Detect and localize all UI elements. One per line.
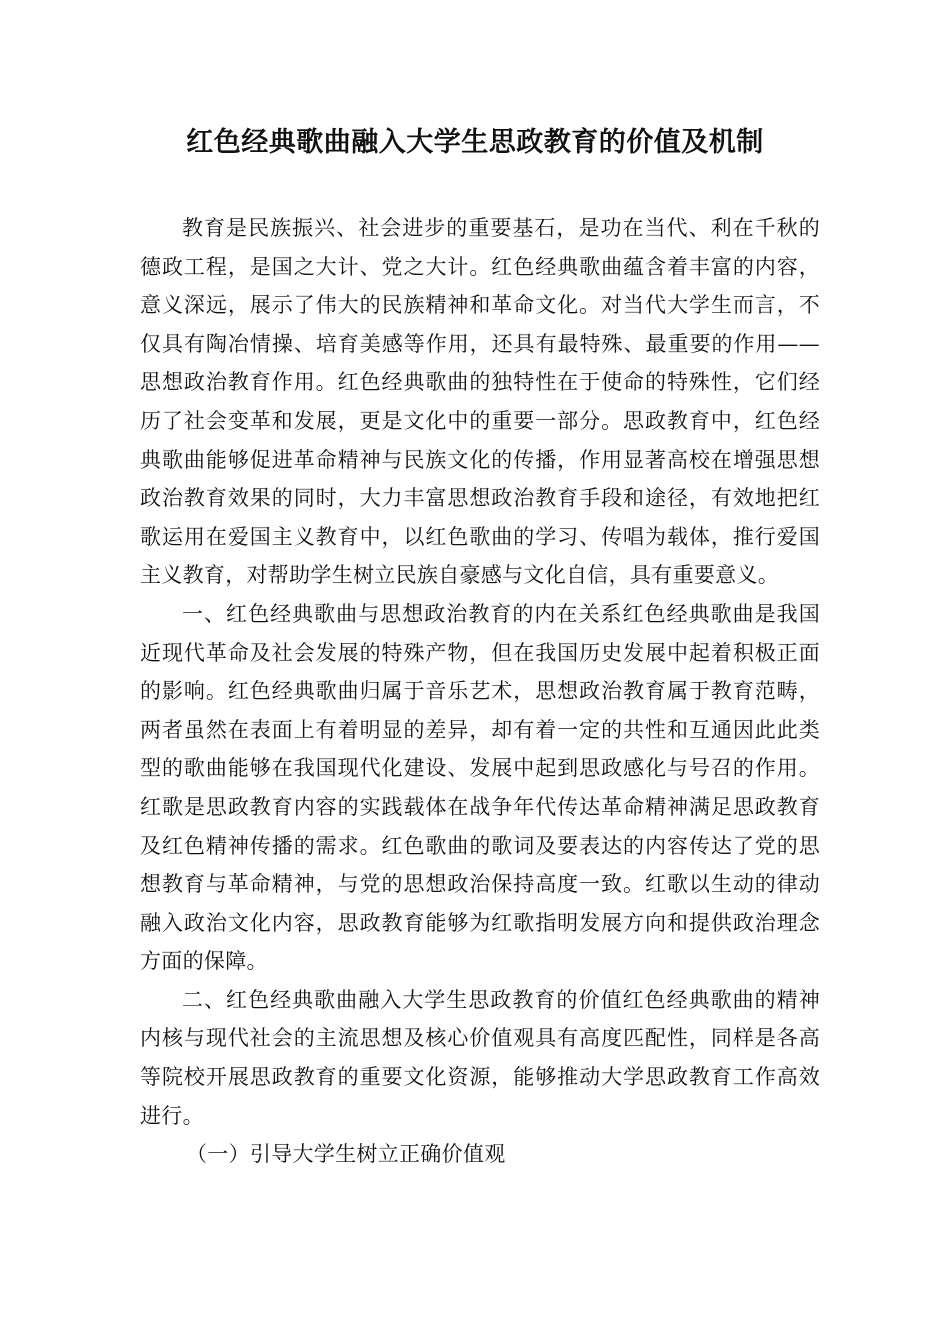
- paragraph-section-two: 二、红色经典歌曲融入大学生思政教育的价值红色经典歌曲的精神内核与现代社会的主流思想及核心价值观具有高度匹配性，同样是各高等院校开展思政教育的重要文化资源，能够推动大学思政教育工作高效进行。: [140, 987, 820, 1128]
- document-body: [140, 209, 820, 1174]
- paragraph-intro: 教育是民族振兴、社会进步的重要基石，是功在当代、利在千秋的德政工程，是国之大计、党之大计。红色经典歌曲蕴含着丰富的内容，意义深远，展示了伟大的民族精神和革命文化。对当代大学生而言，不仅具有陶冶情操、培育美感等作用，还具有最特殊、最重要的作用——思想政治教育作用。红色经典歌曲的独特性在于使命的特殊性，它们经历了社会变革和发展，更是文化中的重要一部分。思政教育中，红色经典歌曲能够促进革命精神与民族文化的传播，作用显著高校在增强思想政治教育效果的同时，大力丰富思想政治教育手段和途径，有效地把红歌运用在爱国主义教育中，以红色歌曲的学习、传唱为载体，推行爱国主义教育，对帮助学生树立民族自豪感与文化自信，具有重要意义。: [140, 216, 820, 588]
- subsection-heading: （一）引导大学生树立正确价值观: [186, 1142, 506, 1167]
- page-title: 红色经典歌曲融入大学生思政教育的价值及机制: [186, 127, 764, 158]
- paragraph-section-one: 一、红色经典歌曲与思想政治教育的内在关系红色经典歌曲是我国近现代革命及社会发展的特殊产物，但在我国历史发展中起着积极正面的影响。红色经典歌曲归属于音乐艺术，思想政治教育属于教育范畴，两者虽然在表面上有着明显的差异，却有着一定的共性和互通因此此类型的歌曲能够在我国现代化建设、发展中起到思政感化与号召的作用。红歌是思政教育内容的实践载体在战争年代传达革命精神满足思政教育及红色精神传播的需求。红色歌曲的歌词及要表达的内容传达了党的思想教育与革命精神，与党的思想政治保持高度一致。红歌以生动的律动融入政治文化内容，思政教育能够为红歌指明发展方向和提供政治理念方面的保障。: [140, 601, 820, 974]
